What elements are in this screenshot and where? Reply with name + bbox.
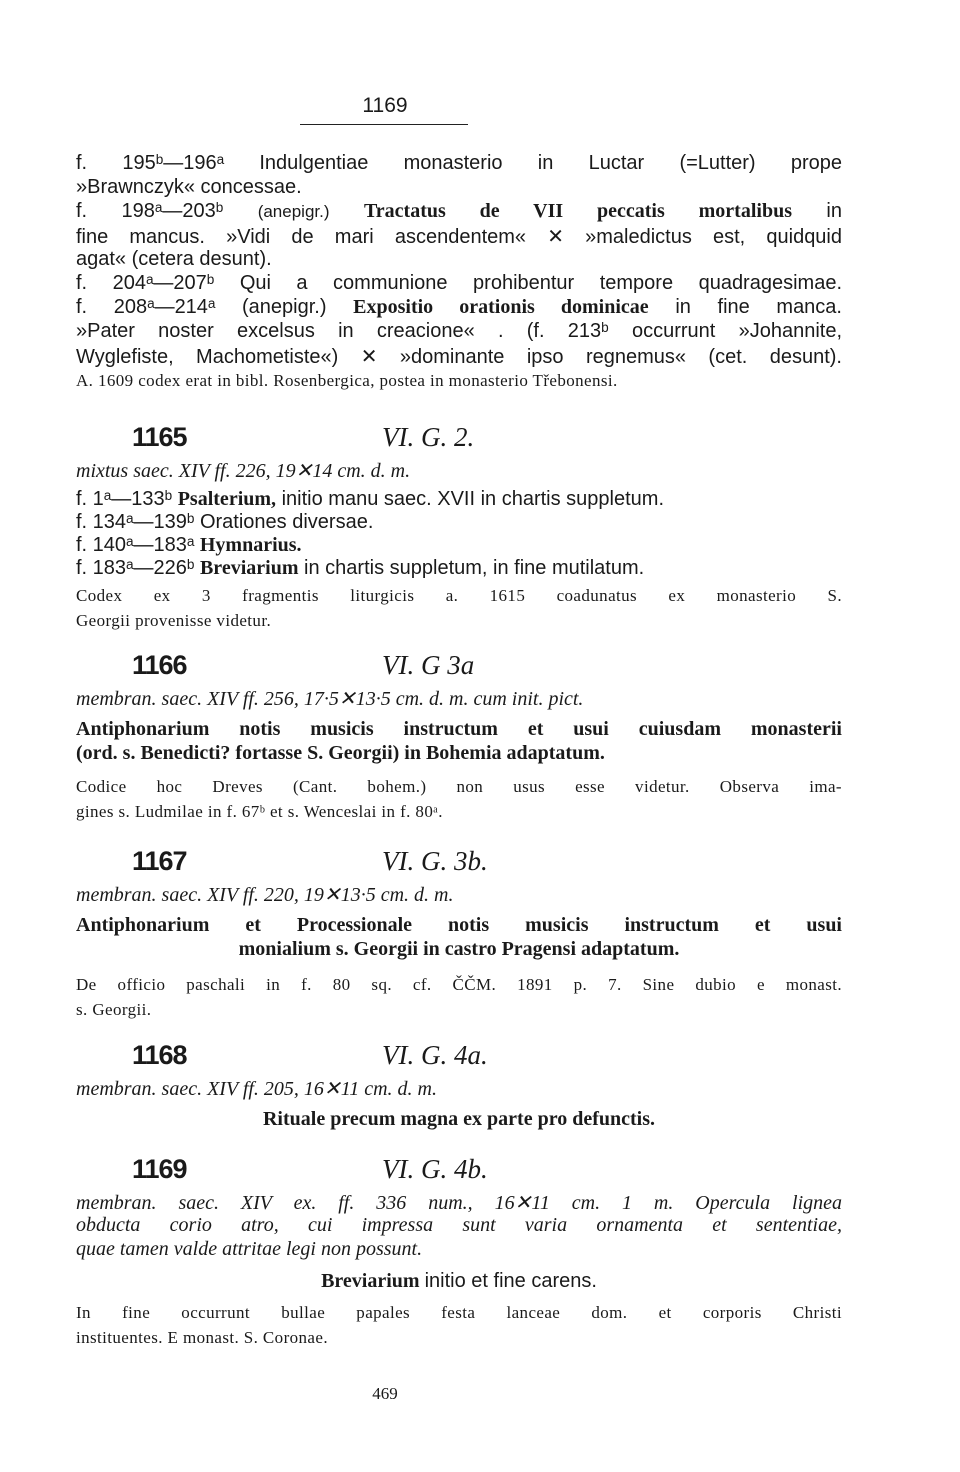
entry-title: Antiphonarium notis musicis instructum et usui cuiusdam monasterii [76,718,842,740]
entry-description: obducta corio atro, cui impressa sunt varia ornamenta et sententiae, [76,1214,842,1236]
intro-line: f. 208ᵃ—214ᵃ (anepigr.) Expositio orationis dominicae in fine manca. [76,296,842,318]
entry-title: Rituale precum magna ex parte pro defunctis. [262,1108,655,1130]
folio-number: 469 [372,1384,398,1403]
entry-1167 [76,846,842,1022]
running-header: 1169 [362,94,408,117]
entry-description: membran. saec. XIV ff. 256, 17·5✕13·5 cm. d. m. cum init. pict. [76,688,584,710]
intro-note: A. 1609 codex erat in bibl. Rosenbergica, postea in monasterio Třebonensi. [76,371,618,390]
entry-note: Codice hoc Dreves (Cant. bohem.) non usus esse videtur. Observa ima- [76,777,842,796]
contents-line: f. 1ᵃ—133ᵇ Psalterium, initio manu saec. XVII in chartis suppletum. [76,488,664,510]
entry-title: Antiphonarium et Processionale notis musicis instructum et usui [76,914,842,936]
intro-line: f. 195ᵇ—196ᵃ Indulgentiae monasterio in Luctar (=Lutter) prope [76,152,842,174]
intro-line: agat« (cetera desunt). [76,248,272,270]
intro-line: »Pater noster excelsus in creacione« . (f. 213ᵇ occurrunt »Johannite, [76,320,842,342]
entry-note: s. Georgii. [76,1000,152,1019]
contents-line: f. 140ᵃ—183ᵃ Hymnarius. [76,534,302,556]
entry-note: In fine occurrunt bullae papales festa lanceae dom. et corporis Christi [76,1303,842,1322]
entry-signature: VI. G 3a [382,650,475,680]
entry-note: instituentes. E monast. S. Coronae. [76,1328,328,1347]
entry-description: membran. saec. XIV ex. ff. 336 num., 16✕11 cm. 1 m. Opercula lignea [76,1192,842,1214]
entry-description: membran. saec. XIV ff. 205, 16✕11 cm. d. m. [76,1078,437,1100]
entry-number: 1166 [132,650,187,680]
entry-1168 [76,1040,842,1132]
contents-line: f. 134ᵃ—139ᵇ Orationes diversae. [76,511,374,533]
header-rule [300,124,468,125]
entry-number: 1167 [132,846,187,876]
contents-line: f. 183ᵃ—226ᵇ Breviarium in chartis suppletum, in fine mutilatum. [76,557,645,579]
intro-block [76,152,842,396]
intro-line: f. 204ᵃ—207ᵇ Qui a communione prohibentur tempore quadragesimae. [76,272,842,294]
entry-signature: VI. G. 4b. [382,1154,488,1184]
intro-line: Wyglefiste, Machometiste«) ✕ »dominante ipso regnemus« (cet. desunt). [76,346,842,368]
entry-signature: VI. G. 4a. [382,1040,488,1070]
entry-signature: VI. G. 3b. [382,846,488,876]
entry-description: quae tamen valde attritae legi non possunt. [76,1238,423,1260]
intro-line: »Brawnczyk« concessae. [76,176,302,198]
entry-note: gines s. Ludmilae in f. 67ᵇ et s. Wenceslai in f. 80ᵃ. [76,802,443,821]
entry-title: Breviarium initio et fine carens. [321,1270,597,1292]
entry-signature: VI. G. 2. [382,422,475,452]
entry-note: Georgii provenisse videtur. [76,611,272,630]
entry-note: De officio paschali in f. 80 sq. cf. ČČM. 1891 p. 7. Sine dubio e monast. [76,975,842,994]
entry-note: Codex ex 3 fragmentis liturgicis a. 1615 coadunatus ex monasterio S. [76,586,842,605]
entry-1166 [76,650,842,824]
entry-1169 [76,1154,842,1350]
entry-number: 1169 [132,1154,187,1184]
entry-title: monialium s. Georgii in castro Pragensi adaptatum. [238,938,680,960]
entry-1165 [76,422,842,633]
entry-number: 1168 [132,1040,187,1070]
entry-number: 1165 [132,422,187,452]
entry-description: mixtus saec. XIV ff. 226, 19✕14 cm. d. m. [76,460,411,482]
entry-description: membran. saec. XIV ff. 220, 19✕13·5 cm. d. m. [76,884,454,906]
intro-line: fine mancus. »Vidi de mari ascendentem« ✕ »maledictus est, quidquid [76,226,842,248]
entry-title: (ord. s. Benedicti? fortasse S. Georgii) in Bohemia adaptatum. [76,742,605,764]
intro-line: f. 198ᵃ—203ᵇ (anepigr.) Tractatus de VII peccatis mortalibus in [76,200,842,222]
